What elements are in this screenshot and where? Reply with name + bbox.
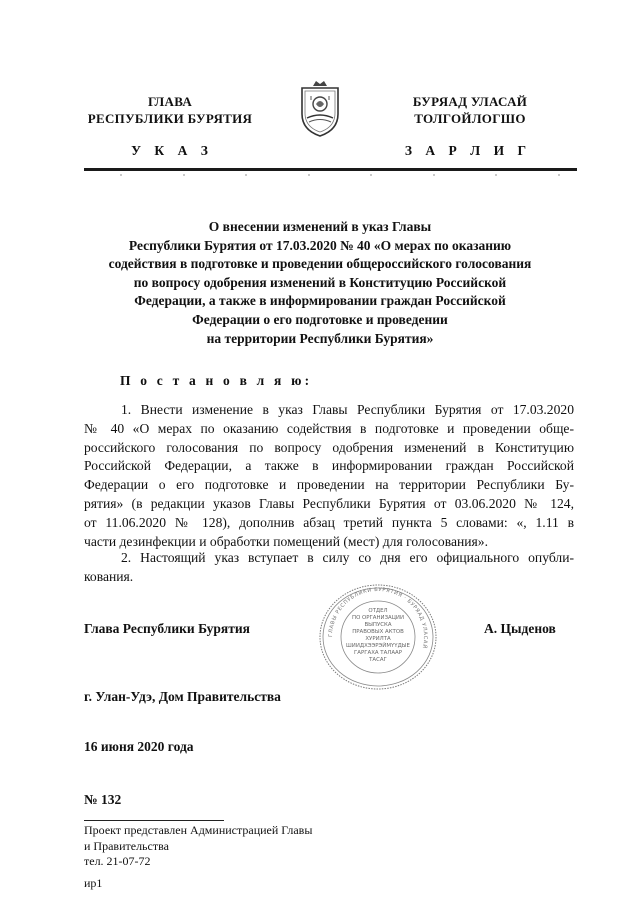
- doc-type-ru: У К А З: [131, 143, 213, 158]
- title-line: Федерации о его подготовке и проведении: [192, 311, 448, 327]
- paragraph-line: рятия» (в редакции указов Главы Республики Бурятия от 03.06.2020 № 124,: [84, 495, 574, 511]
- title-line: Федерации, а также в информировании граждан Российской: [134, 293, 506, 309]
- header-right-line: ТОЛГОЙЛОГШО: [414, 111, 526, 126]
- header-left-line: РЕСПУБЛИКИ БУРЯТИЯ: [87, 111, 253, 126]
- stamp-line: ГАРГАХА ТАЛААР: [354, 650, 402, 656]
- paragraph-1: [84, 401, 574, 551]
- footer-line: и Правительства: [84, 838, 169, 853]
- footer-divider: [84, 820, 224, 821]
- paragraph-line: № 40 «О мерах по оказанию содействия в подготовке и проведении обще-: [84, 420, 574, 436]
- doc-type-bua: З А Р Л И Г: [404, 143, 532, 158]
- paragraph-line: Федерации о его подготовке и проведении на территории Республики Бу-: [84, 477, 574, 493]
- stamp-line: ПО ОРГАНИЗАЦИИ: [352, 615, 404, 621]
- footer-note: [84, 823, 312, 891]
- header-right-authority: [370, 93, 570, 127]
- paragraph-2: [84, 549, 574, 587]
- paragraph-line: от 11.06.2020 № 128), дополнив абзац третий пункта 5 словами: «, 1.11 в: [84, 514, 574, 530]
- signatory-position: Глава Республики Бурятия: [84, 621, 250, 636]
- official-stamp: [314, 582, 442, 692]
- issue-date: 16 июня 2020 года: [84, 739, 194, 754]
- decree-number: № 132: [84, 792, 122, 807]
- paragraph-line: Российской Федерации, а также в информировании граждан Российской: [84, 458, 574, 474]
- footer-line: ир1: [84, 875, 103, 890]
- title-line: на территории Республики Бурятия»: [206, 330, 434, 346]
- stamp-line: ОТДЕЛ: [368, 608, 388, 614]
- header-dotted-line: [120, 172, 560, 180]
- header-left-authority: [70, 93, 270, 127]
- issue-place: г. Улан-Удэ, Дом Правительства: [84, 689, 281, 704]
- paragraph-line: российского голосования по вопросу одобрения изменений в Конституцию: [84, 439, 574, 455]
- title-line: содействия в подготовке и проведении общероссийского голосования: [108, 256, 532, 272]
- paragraph-line: части дезинфекции и обработки помещений (мест) для голосования».: [84, 533, 488, 549]
- paragraph-line: 2. Настоящий указ вступает в силу со дня его официального опубли-: [121, 550, 574, 565]
- footer-line: тел. 21-07-72: [84, 854, 151, 868]
- stamp-line: ПРАВОВЫХ АКТОВ: [352, 629, 404, 635]
- title-line: Республики Бурятия от 17.03.2020 № 40 «О мерах по оказанию: [128, 237, 512, 253]
- coat-of-arms-icon: [296, 80, 344, 138]
- paragraph-line: кования.: [84, 568, 134, 584]
- title-line: О внесении изменений в указ Главы: [208, 219, 432, 234]
- title-line: по вопросу одобрения изменений в Конституцию Российской: [133, 274, 507, 290]
- stamp-line: ВЫПУСКА: [364, 622, 392, 628]
- header-right-line: БУРЯАД УЛАСАЙ: [412, 94, 528, 109]
- stamp-line: ШИИДХЭЭРЭЙМҮҮДЫЕ: [346, 643, 410, 649]
- header-left-line: ГЛАВА: [147, 94, 193, 109]
- header-divider: [84, 168, 577, 171]
- stamp-ring-text: ГЛАВЫ РЕСПУБЛИКИ БУРЯТИЯ · БУРЯАД УЛАСАЙ: [327, 586, 429, 650]
- document-title: [98, 218, 542, 348]
- stamp-line: ХУРИЛТА: [365, 636, 391, 642]
- footer-line: Проект представлен Администрацией Главы: [84, 823, 313, 837]
- decree-word: П о с т а н о в л я ю:: [120, 373, 313, 388]
- stamp-line: ТАСАГ: [369, 657, 387, 663]
- paragraph-line: 1. Внести изменение в указ Главы Республики Бурятия от 17.03.2020: [121, 402, 574, 417]
- signatory-name: А. Цыденов: [484, 621, 556, 636]
